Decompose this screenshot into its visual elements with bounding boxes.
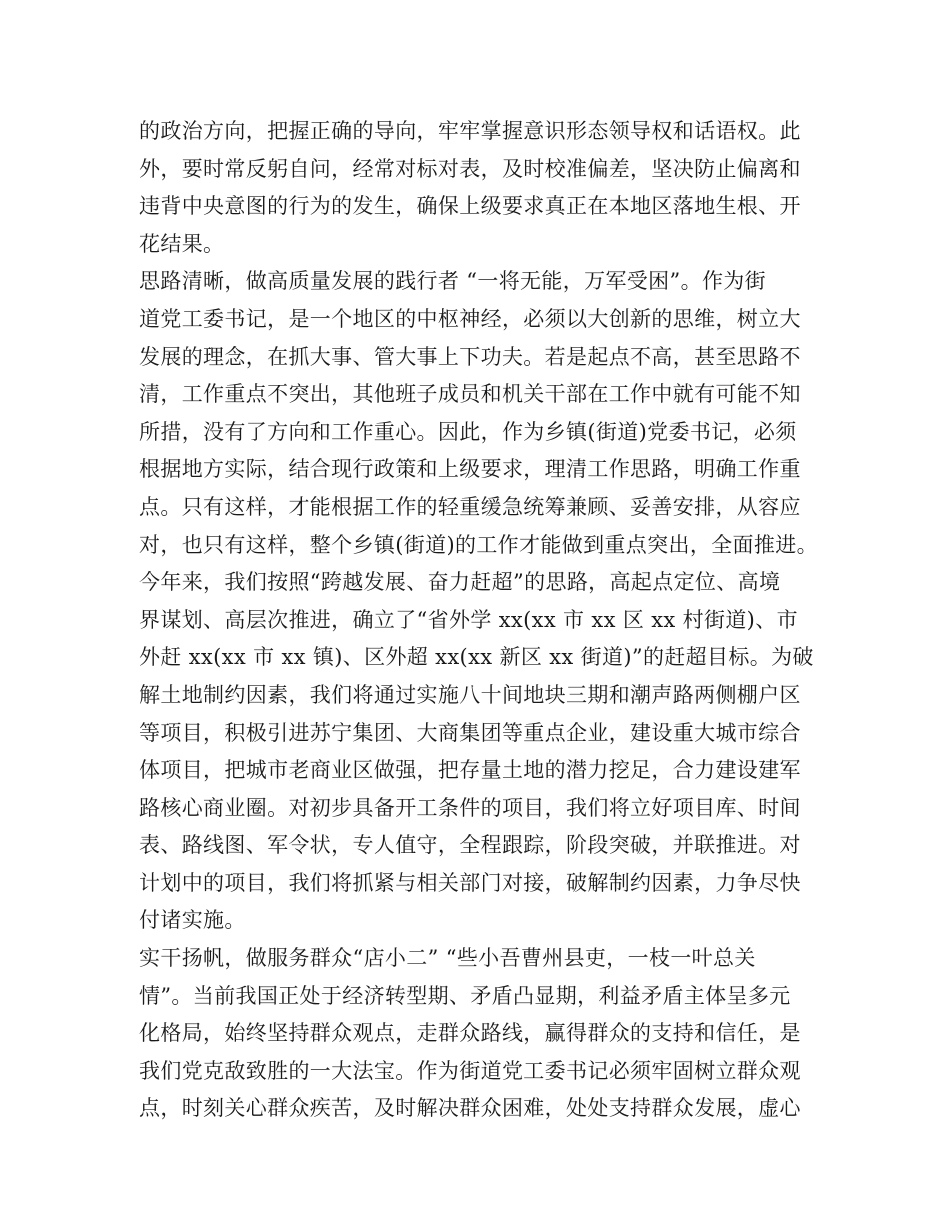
- text-line: 化格局，始终坚持群众观点，走群众路线，赢得群众的支持和信任，是: [139, 1021, 801, 1046]
- text-line: 外，要时常反躬自问，经常对标对表，及时校准偏差，坚决防止偏离和: [139, 156, 801, 181]
- text-line: 情”。当前我国正处于经济转型期、矛盾凸显期，利益矛盾主体呈多元: [139, 983, 791, 1008]
- text-line: 思路清晰，做高质量发展的践行者 “一将无能，万军受困”。作为街: [139, 269, 766, 294]
- text-line: 对，也只有这样，整个乡镇(街道)的工作才能做到重点突出，全面推进。: [139, 532, 818, 557]
- text-line: 体项目，把城市老商业区做强，把存量土地的潜力挖足，合力建设建军: [139, 758, 801, 783]
- text-line: 发展的理念，在抓大事、管大事上下功夫。若是起点不高，甚至思路不: [139, 344, 801, 369]
- text-line: 等项目，积极引进苏宁集团、大商集团等重点企业，建设重大城市综合: [139, 720, 801, 745]
- text-line: 表、路线图、军令状，专人值守，全程跟踪，阶段突破，并联推进。对: [139, 833, 801, 858]
- body-text: [139, 113, 829, 1128]
- text-line: 根据地方实际，结合现行政策和上级要求，理清工作思路，明确工作重: [139, 457, 801, 482]
- text-line: 道党工委书记，是一个地区的中枢神经，必须以大创新的思维，树立大: [139, 306, 801, 331]
- text-line: 计划中的项目，我们将抓紧与相关部门对接，破解制约因素，力争尽快: [139, 870, 801, 895]
- text-line: 路核心商业圈。对初步具备开工条件的项目，我们将立好项目库、时间: [139, 795, 801, 820]
- text-line: 解土地制约因素，我们将通过实施八十间地块三期和潮声路两侧棚户区: [139, 682, 801, 707]
- text-line: 外赶 xx(xx 市 xx 镇)、区外超 xx(xx 新区 xx 街道)”的赶超目标。为破: [139, 645, 814, 670]
- text-line: 的政治方向，把握正确的导向，牢牢掌握意识形态领导权和话语权。此: [139, 119, 801, 143]
- text-line: 清，工作重点不突出，其他班子成员和机关干部在工作中就有可能不知: [139, 382, 801, 407]
- text-line: 付诸实施。: [139, 908, 246, 933]
- text-line: 界谋划、高层次推进，确立了“省外学 xx(xx 市 xx 区 xx 村街道)、市: [139, 607, 798, 632]
- text-line: 违背中央意图的行为的发生，确保上级要求真正在本地区落地生根、开: [139, 194, 801, 219]
- text-line: 点，时刻关心群众疾苦，及时解决群众困难，处处支持群众发展，虚心: [139, 1096, 801, 1121]
- text-line: 我们党克敌致胜的一大法宝。作为街道党工委书记必须牢固树立群众观: [139, 1058, 801, 1083]
- text-line: 今年来，我们按照“跨越发展、奋力赶超”的思路，高起点定位、高境: [139, 570, 781, 595]
- text-line: 花结果。: [139, 231, 225, 256]
- text-line: 实干扬帆，做服务群众“店小二” “些小吾曹州县吏，一枝一叶总关: [139, 946, 756, 971]
- text-line: 所措，没有了方向和工作重心。因此，作为乡镇(街道)党委书记，必须: [139, 419, 797, 444]
- text-line: 点。只有这样，才能根据工作的轻重缓急统筹兼顾、妥善安排，从容应: [139, 494, 801, 519]
